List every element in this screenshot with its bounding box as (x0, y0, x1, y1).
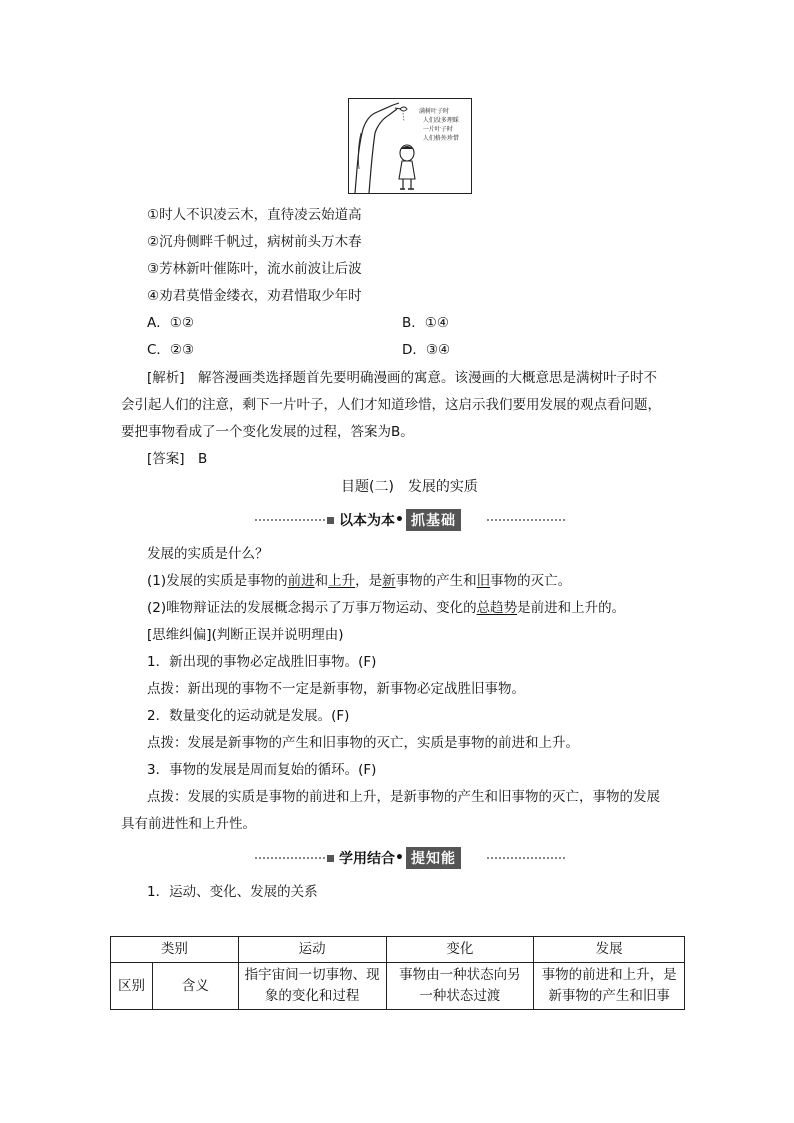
option-2: ②沉舟侧畔千帆过，病树前头万木春 (147, 234, 362, 250)
basics-question: 发展的实质是什么？ (147, 546, 269, 562)
analysis-line-3: 要把事物看成了一个变化发展的过程，答案为B。 (121, 424, 414, 440)
sub-label: 含义 (152, 963, 238, 1010)
row-label: 区别 (111, 963, 153, 1010)
banner-dark-text: 抓基础 (406, 509, 461, 531)
basics-point-1 (147, 571, 571, 591)
text-run: 和 (314, 573, 329, 589)
cell-line: 指宇宙间一切事物、现 (244, 967, 380, 983)
table-row (111, 963, 685, 1010)
header-motion: 运动 (238, 937, 386, 963)
banner-dots-left (255, 857, 325, 859)
option-1: ①时人不识凌云木，直待凌云始道高 (147, 207, 362, 223)
answer-line: [答案] B (147, 451, 208, 467)
cell-line: 事物的前进和上升，是 (541, 967, 677, 983)
cell-line: 一种状态过渡 (419, 988, 501, 1004)
analysis-line-2: 会引起人们的注意，剩下一片叶子，人们才知道珍惜，这启示我们要用发展的观点看问题， (121, 397, 661, 413)
option-4: ④劝君莫惜金缕衣，劝君惜取少年时 (147, 288, 362, 304)
square-bullet-icon (327, 855, 334, 862)
banner-dark-text: 提知能 (406, 847, 461, 869)
text-run: 事物的灭亡。 (490, 573, 572, 589)
underlined-term: 旧 (476, 573, 491, 589)
judge-item-3: 3．事物的发展是周而复始的循环。(F) (147, 762, 377, 778)
banner-dot: • (395, 512, 404, 528)
text-run: 是前进和上升的。 (517, 600, 626, 616)
judge-tip-3-line-2: 具有前进性和上升性。 (121, 816, 256, 832)
judge-title: [思维纠偏](判断正误并说明理由) (147, 627, 344, 643)
header-category: 类别 (111, 937, 239, 963)
underlined-term: 上升 (328, 573, 356, 589)
judge-tip-3-line-1: 点拨：发展的实质是事物的前进和上升，是新事物的产生和旧事物的灭亡，事物的发展 (147, 789, 660, 805)
judge-item-1: 1．新出现的事物必定战胜旧事物。(F) (147, 654, 377, 670)
comic-illustration (348, 98, 472, 194)
square-bullet-icon (327, 517, 334, 524)
choice-d: D．③④ (402, 342, 451, 358)
banner-center (327, 848, 461, 868)
choice-b: B．①④ (402, 315, 449, 331)
banner-light-text: 学用结合 (339, 851, 395, 867)
banner-application (255, 846, 565, 870)
cell-change (386, 963, 534, 1010)
section-title: 目题(二) 发展的实质 (341, 479, 478, 495)
relation-title: 1．运动、变化、发展的关系 (147, 884, 318, 900)
header-change: 变化 (386, 937, 534, 963)
table-header-row (111, 937, 685, 963)
banner-center (327, 510, 461, 530)
judge-item-2: 2．数量变化的运动就是发展。(F) (147, 708, 350, 724)
text-run: ，是 (355, 573, 383, 589)
choice-a: A．①② (147, 315, 194, 331)
cell-motion (238, 963, 386, 1010)
comic-caption: 满树叶子时 人们没多理睬 一片叶子时 人们格外珍惜 (419, 108, 459, 142)
banner-light-text: 以本为本 (339, 513, 395, 529)
cell-line: 事物由一种状态向另 (399, 967, 521, 983)
banner-dot: • (395, 850, 404, 866)
option-3: ③芳林新叶催陈叶，流水前波让后波 (147, 261, 362, 277)
underlined-term: 新 (382, 573, 396, 589)
cell-development (534, 963, 685, 1010)
banner-dots-right (487, 857, 565, 859)
basics-point-2 (147, 598, 625, 618)
comparison-table (110, 936, 685, 1010)
header-development: 发展 (534, 937, 685, 963)
choice-c: C．②③ (147, 342, 195, 358)
text-run: (2)唯物辩证法的发展概念揭示了万事万物运动、变化的 (147, 600, 477, 616)
banner-dots-right (487, 519, 565, 521)
judge-tip-1: 点拨：新出现的事物不一定是新事物，新事物必定战胜旧事物。 (147, 681, 525, 697)
underlined-term: 总趋势 (476, 600, 518, 616)
banner-basics (255, 508, 565, 532)
text-run: (1)发展的实质是事物的 (147, 573, 288, 589)
cell-line: 新事物的产生和旧事 (548, 988, 670, 1004)
underlined-term: 前进 (287, 573, 315, 589)
cell-line: 象的变化和过程 (264, 988, 360, 1004)
text-run: 事物的产生和 (395, 573, 477, 589)
judge-tip-2: 点拨：发展是新事物的产生和旧事物的灭亡，实质是事物的前进和上升。 (147, 735, 579, 751)
analysis-line-1: [解析] 解答漫画类选择题首先要明确漫画的寓意。该漫画的大概意思是满树叶子时不 (147, 370, 658, 386)
banner-dots-left (255, 519, 325, 521)
